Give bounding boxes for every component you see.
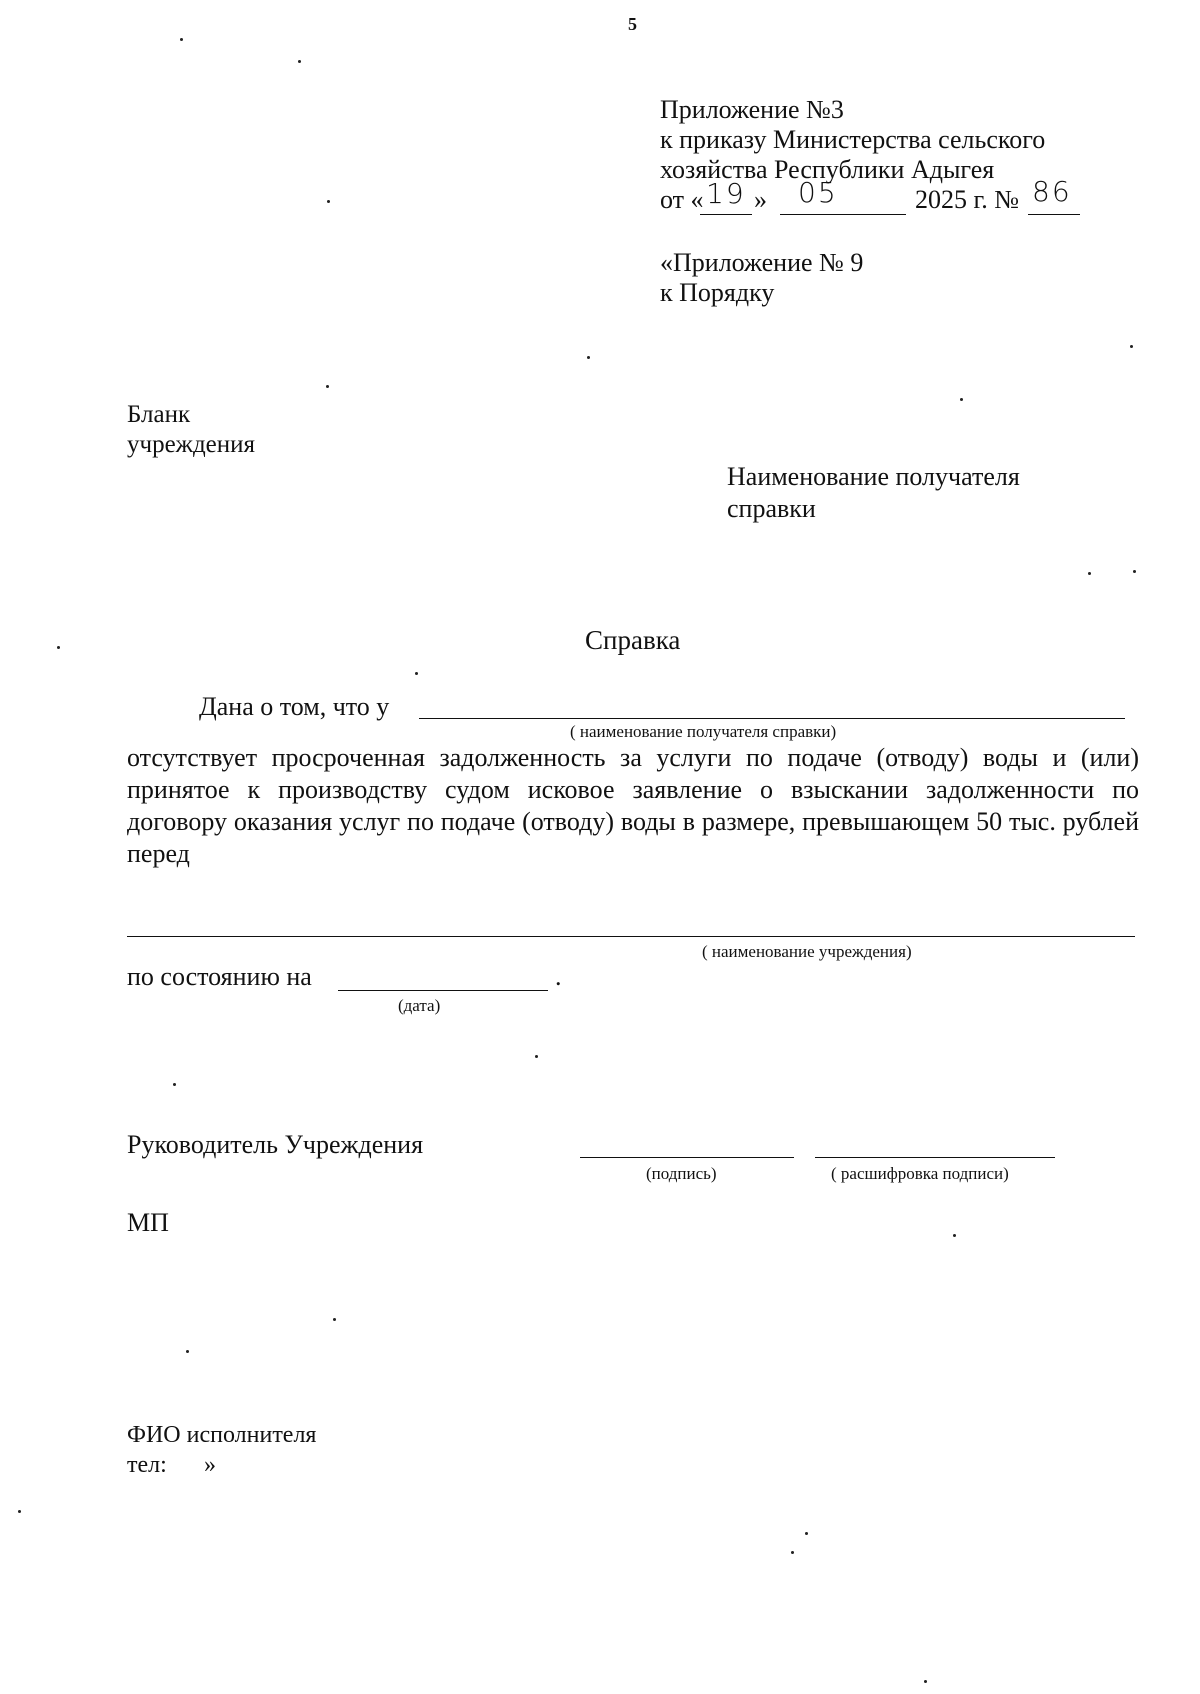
- signature-decode-blank: [815, 1157, 1055, 1158]
- scan-speck: [326, 385, 329, 388]
- scan-speck: [57, 646, 60, 649]
- recipient-name-caption: ( наименование получателя справки): [570, 722, 837, 741]
- recipient-line1: Наименование получателя: [727, 462, 1020, 491]
- head-label: Руководитель Учреждения: [127, 1130, 424, 1159]
- date-day-underline: [700, 214, 752, 215]
- scan-speck: [587, 356, 590, 359]
- letterhead-line2: учреждения: [127, 431, 256, 458]
- scan-speck: [186, 1350, 189, 1353]
- institution-caption: ( наименование учреждения): [702, 942, 912, 961]
- order-number: 86: [1032, 175, 1072, 208]
- scan-speck: [953, 1234, 956, 1237]
- signature-decode-caption: ( расшифровка подписи): [831, 1164, 1009, 1183]
- appendix-order-line: к приказу Министерства сельского: [660, 125, 1046, 154]
- as-of-date-blank: [338, 990, 548, 991]
- letterhead-line1: Бланк: [127, 401, 191, 428]
- scan-speck: [180, 38, 183, 41]
- date-prefix: от «: [660, 185, 704, 214]
- scan-speck: [805, 1532, 808, 1535]
- date-month-underline: [780, 214, 906, 215]
- scan-speck: [1133, 570, 1136, 573]
- scan-speck: [18, 1510, 21, 1513]
- scan-speck: [924, 1680, 927, 1683]
- signature-caption: (подпись): [646, 1164, 717, 1183]
- scan-speck: [333, 1318, 336, 1321]
- certificate-body: отсутствует просроченная задолженность за услуги по подаче (отводу) воды и (или) принятое к производству судом исковое заявление о взыскании задолженности по договору оказания услуг по подаче (отводу) воды в размере, превышающем 50 тыс. рублей перед: [127, 743, 1139, 868]
- scan-speck: [535, 1055, 538, 1058]
- given-to-text: Дана о том, что у: [199, 692, 390, 721]
- scan-speck: [1088, 572, 1091, 575]
- executor-name-label: ФИО исполнителя: [127, 1422, 317, 1448]
- signature-blank: [580, 1157, 794, 1158]
- as-of-date-dot: .: [555, 962, 562, 991]
- date-day: 19: [706, 177, 746, 210]
- as-of-date-caption: (дата): [398, 996, 441, 1015]
- executor-closing-quote: »: [204, 1452, 216, 1478]
- as-of-text: по состоянию на: [127, 962, 312, 991]
- date-year: 2025 г. №: [915, 185, 1020, 214]
- date-mid: »: [754, 185, 767, 214]
- scan-speck: [415, 672, 418, 675]
- date-month: 05: [798, 176, 838, 209]
- order-number-underline: [1028, 214, 1080, 215]
- scan-speck: [298, 60, 301, 63]
- institution-name-blank: [127, 936, 1135, 937]
- sub-appendix-title: «Приложение № 9: [660, 248, 864, 277]
- appendix-ministry-line: хозяйства Республики Адыгея: [660, 155, 995, 184]
- sub-appendix-procedure: к Порядку: [660, 278, 775, 307]
- scan-speck: [327, 200, 330, 203]
- scan-speck: [173, 1083, 176, 1086]
- executor-phone-label: тел:: [127, 1452, 167, 1478]
- appendix-title: Приложение №3: [660, 95, 844, 124]
- scan-speck: [1130, 345, 1133, 348]
- appendix-date-line: [660, 175, 1090, 219]
- document-title: Справка: [585, 625, 681, 655]
- recipient-line2: справки: [727, 494, 816, 523]
- scan-speck: [791, 1551, 794, 1554]
- page-number: 5: [628, 14, 637, 34]
- scan-speck: [960, 398, 963, 401]
- recipient-name-blank: [419, 718, 1125, 719]
- stamp-label: МП: [127, 1208, 169, 1237]
